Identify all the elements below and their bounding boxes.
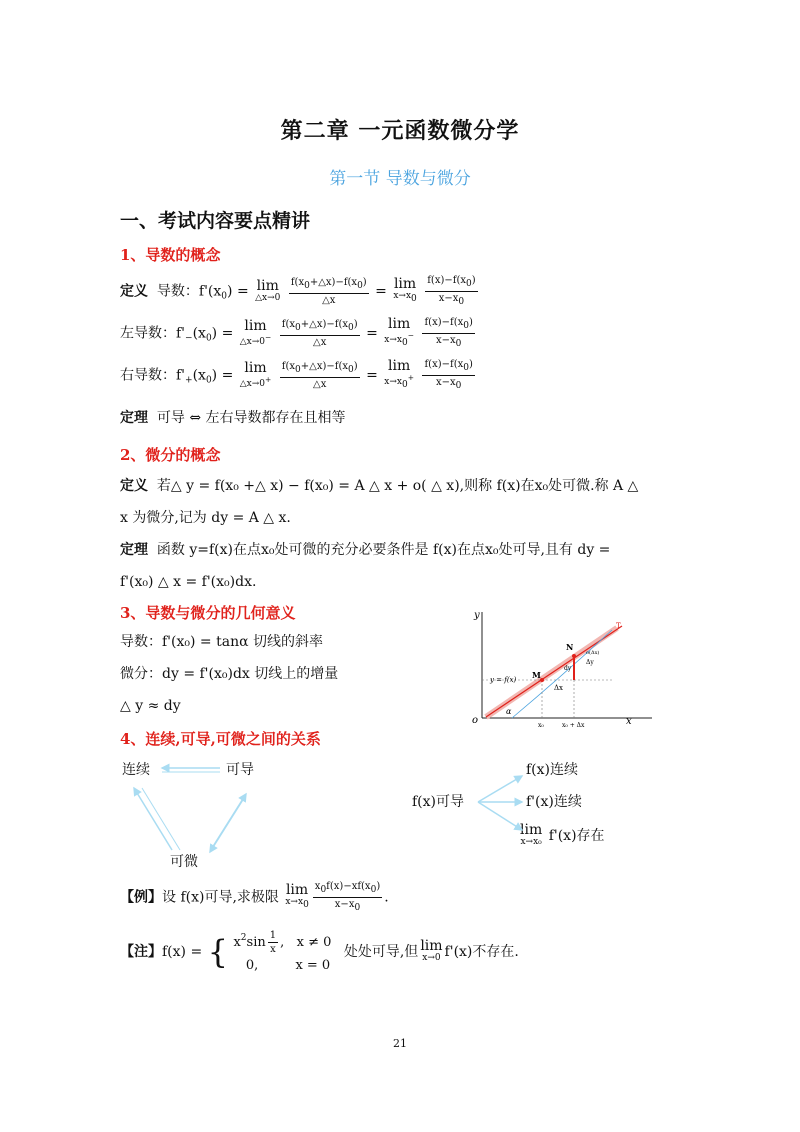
curve-label: y = f(x) [490, 676, 517, 684]
note-tail: 处处可导,但 [343, 944, 419, 960]
heading-differential-concept: 2、微分的概念 [120, 446, 221, 464]
arrow-line [142, 788, 180, 850]
fraction: $\frac{f(x)-f(x0)}{x-x0}$ [424, 317, 473, 349]
branch-target-derivative-continuous: f'(x)连续 [526, 794, 582, 810]
limit-symbol: lim △x→0 [255, 277, 281, 303]
theorem-differential-line2: f'(x₀) △ x = f'(x₀)dx. [120, 574, 257, 590]
heading-geometric-meaning: 3、导数与微分的几何意义 [120, 604, 296, 622]
chapter-title: 第二章 一元函数微分学 [280, 118, 520, 144]
piecewise-cases: $x^2\sin$ $\frac{1}{x}$ , x ≠ 0 0, x = 0 [233, 930, 332, 973]
right-derivative-prefix: 右导数： [120, 367, 176, 384]
left-derivative-prefix: 左导数： [120, 325, 176, 342]
alpha-label: α [506, 707, 512, 716]
limit-symbol: lim x→x₀ [520, 822, 543, 847]
arrow-to-continuous [478, 776, 522, 802]
theorem-text: 可导 ⇔ 左右导数都存在且相等 [156, 410, 346, 426]
node-continuous: 连续 [122, 762, 150, 778]
n-label: N [566, 642, 574, 652]
derivative-definition: 定义 导数：$f'(x_0)$ = lim △x→0 $\frac{f(x0+\triangle x)-f(x0)}{\triangle x}$ = lim x→x0 $\frac{f(x)-f(x0)}{x-x0}$ [120, 275, 476, 307]
m-label: M [532, 670, 541, 680]
limit-symbol: lim x→x0+ [384, 358, 415, 390]
branch-target-limit-text: f'(x)存在 [548, 828, 605, 844]
heading-relations: 4、连续,可导,可微之间的关系 [120, 730, 321, 748]
example-line: 【例】设 f(x)可导,求极限 lim x→x0 $\frac{x0f(x)-xf(x0)}{x-x0}$ . [120, 881, 389, 913]
left-derivative-definition: 左导数：$f'_-(x_0)$ = lim △x→0− $\frac{f(x0+\triangle x)-f(x0)}{\triangle x}$ = lim x→x0− $\frac{f(x)-f(x0)}{x-x0}$ [120, 316, 473, 349]
limit-symbol: lim x→x0 [393, 276, 417, 304]
note-line: 【注】f(x) = { $x^2\sin$ $\frac{1}{x}$ , x ≠ 0 0, x = 0 处处可导,但 lim x→0 f'(x)不存在. [120, 928, 519, 972]
fraction: $\frac{f(x0+\triangle x)-f(x0)}{\triangle x}$ [281, 319, 358, 348]
tangent-figure [462, 606, 662, 730]
o-dx-label: o(Δx) [586, 650, 600, 656]
fraction: $\frac{x0f(x)-xf(x0)}{x-x0}$ [314, 881, 381, 913]
fraction: $\frac{f(x)-f(x0)}{x-x0}$ [424, 359, 473, 391]
note-tail2: f'(x)不存在. [444, 944, 519, 960]
fraction: $\frac{f(x0+\triangle x)-f(x0)}{\triangle x}$ [281, 361, 358, 390]
theorem-label: 定理 [120, 542, 148, 558]
limit-symbol: lim x→x0 [285, 882, 309, 910]
differential-definition-line1 [120, 476, 638, 496]
theorem-differentiable [120, 408, 346, 428]
limit-symbol: lim △x→0− [239, 317, 272, 347]
theorem-differential-text: 函数 y=f(x)在点x₀处可微的充分必要条件是 f(x)在点x₀处可导,且有 dy = [156, 542, 611, 558]
t-label: T [616, 622, 621, 630]
example-label: 【例】 [120, 889, 162, 906]
delta-y-label: Δy [586, 659, 594, 666]
branch-target-limit-exists [518, 824, 605, 848]
origin-label: o [472, 715, 479, 726]
geometric-differential-line: 微分：dy = f'(x₀)dx 切线上的增量 [120, 666, 339, 682]
arrow-diff-to-micro [210, 798, 244, 852]
note-label: 【注】 [120, 944, 162, 960]
dx-label: Δx [554, 684, 564, 692]
curve [512, 630, 612, 718]
dy-label: dy [564, 665, 572, 672]
differential-definition-line2: x 为微分,记为 dy = A △ x. [120, 510, 291, 526]
branch-source: f(x)可导 [412, 794, 465, 810]
approximation-line: △ y ≈ dy [120, 698, 181, 714]
limit-symbol: lim △x→0+ [239, 359, 272, 389]
definition-label: 定义 [120, 283, 148, 300]
derivative-prefix: 导数： [156, 283, 199, 300]
x0-plus-dx-label: x₀ + Δx [562, 722, 585, 729]
fraction: $\frac{f(x)-f(x0)}{x-x0}$ [427, 275, 476, 307]
definition-label: 定义 [120, 478, 148, 494]
point-n [572, 654, 576, 658]
theorem-label: 定理 [120, 410, 148, 426]
y-axis-label: y [474, 610, 480, 621]
relation-arrows [120, 760, 270, 860]
node-micro-differentiable: 可微 [170, 854, 198, 870]
example-text: 设 f(x)可导,求极限 [162, 889, 279, 906]
heading-derivative-concept: 1、导数的概念 [120, 246, 221, 264]
section-title: 第一节 导数与微分 [329, 169, 471, 189]
branch-arrows [474, 770, 530, 840]
limit-symbol: lim x→0 [420, 938, 443, 963]
differential-definition-text: 若△ y = f(x₀ +△ x) − f(x₀) = A △ x + o( △ x),则称 f(x)在x₀处可微.称 A △ [156, 478, 639, 494]
fraction: $\frac{f(x0+\triangle x)-f(x0)}{\triangle x}$ [290, 277, 367, 306]
x0-label: x₀ [538, 722, 544, 729]
page-number: 21 [393, 1037, 407, 1050]
arrow-to-limit-exists [478, 802, 522, 830]
arrow-micro-to-cont [134, 788, 172, 850]
right-derivative-definition: 右导数：$f'_+(x_0)$ = lim △x→0+ $\frac{f(x0+\triangle x)-f(x0)}{\triangle x}$ = lim x→x0+ $\frac{f(x)-f(x0)}{x-x0}$ [120, 358, 473, 391]
node-differentiable: 可导 [226, 762, 254, 778]
theorem-differential-line1 [120, 540, 610, 560]
limit-symbol: lim x→x0− [384, 316, 415, 348]
branch-target-continuous: f(x)连续 [526, 762, 579, 778]
brace: { [207, 933, 228, 971]
x-axis-label: x [626, 716, 632, 727]
heading-main: 一、考试内容要点精讲 [120, 210, 311, 232]
geometric-derivative-line: 导数：f'(x₀) = tanα 切线的斜率 [120, 634, 323, 650]
